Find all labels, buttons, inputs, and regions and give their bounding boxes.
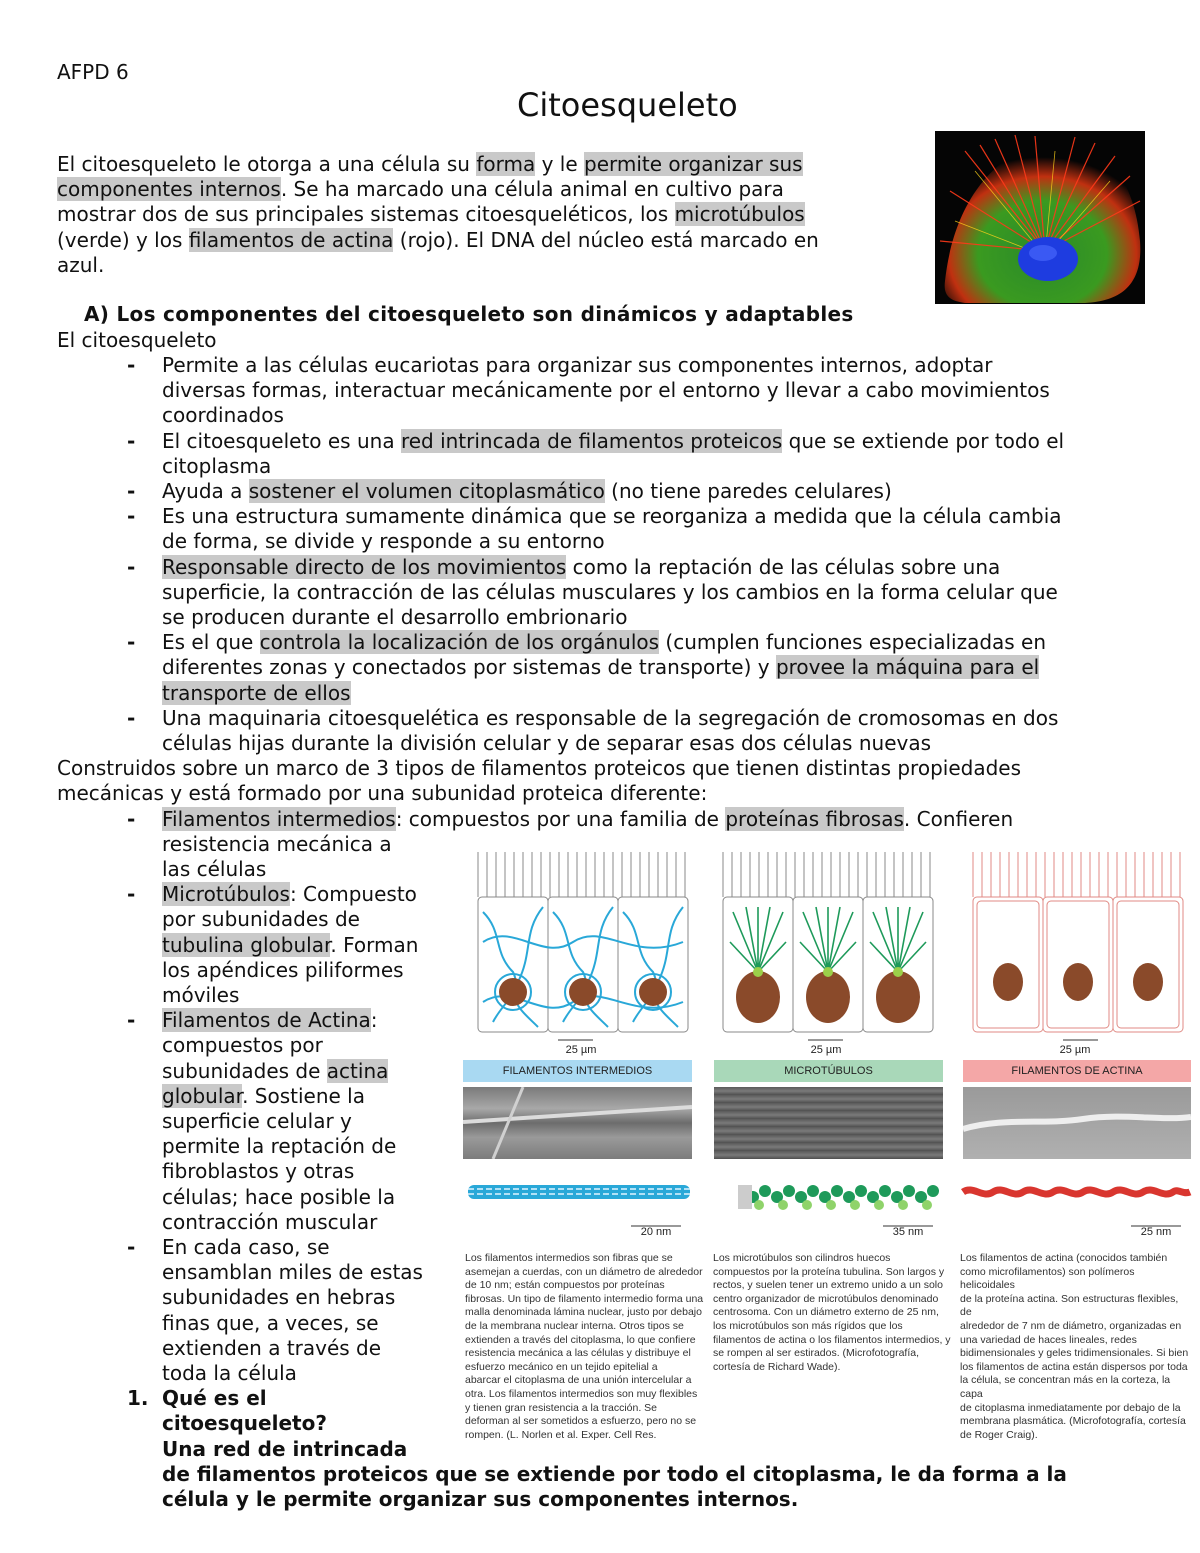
bullet-text: compuestos por	[162, 1033, 323, 1058]
list-item: - Es una estructura sumamente dinámica que se reorganiza a medida que la célula cambia de forma, se divide y responde a su entorno	[127, 504, 1062, 554]
bullet-text: fibroblastos y otras	[162, 1159, 355, 1184]
band-actin: FILAMENTOS DE ACTINA	[963, 1060, 1191, 1082]
highlight-actina: filamentos de actina	[188, 227, 394, 252]
intro-text: . Se ha marcado una célula animal en cultivo para	[280, 177, 784, 202]
list-item: - El citoesqueleto es una red intrincada de filamentos proteicos que se extiende por todo el citoplasma	[127, 428, 1065, 478]
intro-text: (verde) y los	[57, 227, 189, 252]
list-item: - En cada caso, se ensamblan miles de estas subunidades en hebras finas que, a veces, se extienden a través de toda la célula	[127, 1234, 423, 1385]
question-text: citoesqueleto?	[162, 1411, 327, 1436]
answer-text: de filamentos proteicos que se extiende por todo el citoplasma, le da forma a la	[162, 1461, 1067, 1486]
highlight-filamentos-intermedios: Filamentos intermedios	[162, 806, 396, 831]
document-code: AFPD 6	[57, 60, 129, 84]
bullet-text: por subunidades de	[162, 907, 360, 932]
list-item: - Una maquinaria citoesquelética es responsable de la segregación de cromosomas en dos células hijas durante la división celular y de separar esas dos células nuevas	[127, 705, 1059, 755]
intro-text: (rojo). El DNA del núcleo está marcado en	[393, 227, 819, 252]
nm-scale-bars	[463, 1220, 1193, 1236]
highlight-filamentos-actina: Filamentos de Actina	[162, 1008, 371, 1033]
bullet-text: . Sostiene la	[242, 1083, 365, 1108]
nm-label: 35 nm	[892, 1226, 924, 1238]
bullet-text: coordinados	[162, 403, 284, 428]
bullet-text: toda la célula	[162, 1360, 297, 1385]
bullet-text: que se extiende por todo el	[782, 428, 1065, 453]
highlight-actina-2: actina	[326, 1058, 389, 1083]
question-number: 1.	[127, 1386, 149, 1411]
highlight-red-intrincada: red intrincada de filamentos proteicos	[400, 428, 783, 453]
intro-text: y le	[535, 152, 584, 176]
caption-microtubule: Los microtúbulos son cilindros huecos compuestos por la proteína tubulina. Son largos y rectos, y suelen tener un extremo unido a un solo centro organizador de microtúbulos denominado centrosoma. Con un diámetro externo de 25 nm, los microtúbulos son más rígidos que los filamentos de actina o los filamentos intermedios, y se rompen al ser estirados. (Microfotografía, cortesía de Richard Wade).	[713, 1252, 951, 1373]
intro-paragraph	[57, 152, 887, 278]
bullet-text: (no tiene paredes celulares)	[604, 478, 892, 503]
list-item: - Filamentos intermedios: compuestos por una familia de proteínas fibrosas. Confieren resistencia mecánica a las células	[127, 806, 1014, 881]
answer-text: célula y le permite organizar sus componentes internos.	[162, 1486, 799, 1511]
bullet-text: los apéndices piliformes	[162, 957, 404, 982]
highlight-microtubulos-2: Microtúbulos	[162, 882, 290, 907]
bullet-text: resistencia mecánica a	[162, 831, 392, 856]
highlight-proteinas-fibrosas: proteínas fibrosas	[725, 806, 904, 831]
highlight-organulos: controla la localización de los orgánulos	[259, 630, 660, 655]
panel-microtubule-cells	[723, 852, 933, 1040]
highlight-movimientos: Responsable directo de los movimientos	[162, 554, 567, 579]
band-intermediate: FILAMENTOS INTERMEDIOS	[463, 1060, 692, 1082]
molecular-models	[463, 1177, 1193, 1217]
micrograph-intermediate	[463, 1087, 692, 1159]
paragraph-text: mecánicas y está formado por una subunidad proteica diferente:	[57, 781, 708, 806]
caption-intermediate: Los filamentos intermedios son fibras que se asemejan a cuerdas, con un diámetro de alrededor de 10 nm; están compuestos por proteínas fibrosas. Un tipo de filamento intermedio forma una malla denominada lámina nuclear, justo por debajo de la membrana nuclear interna. Otros tipos se extienden a través del citoplasma, lo que confiere resistencia mecánica a las células y distribuye el esfuerzo mecánico en un tejido epitelial a abarcar el citoplasma de una unión intercelular a otra. Los filamentos intermedios son muy flexibles y tienen gran resistencia a la tracción. Se deforman al ser sometidos a esfuerzo, pero no se rompen. (L. Norlen et al. Exper. Cell Res.	[465, 1252, 704, 1441]
bullet-text: las células	[162, 856, 267, 881]
band-microtubule: MICROTÚBULOS	[714, 1060, 943, 1082]
bullet-text: células; hace posible la	[162, 1184, 396, 1209]
intro-text: El citoesqueleto le otorga a una célula su	[57, 152, 477, 176]
bullet-text: ensamblan miles de estas	[162, 1260, 423, 1285]
panel-actin-cells	[973, 852, 1183, 1040]
bullet-text: Una maquinaria citoesquelética es responsable de la segregación de cromosomas en dos	[162, 705, 1059, 730]
intro-text: azul.	[57, 252, 105, 277]
bullet-text: El citoesqueleto es una	[162, 428, 401, 453]
highlight-forma: forma	[476, 152, 536, 176]
bullet-text: superficie, la contracción de las células musculares y los cambios en la forma celular que	[162, 579, 1058, 604]
highlight-componentes: componentes internos	[57, 177, 281, 202]
bullet-text: :	[370, 1008, 378, 1033]
bullet-text: células hijas durante la división celular y de separar esas dos células nuevas	[162, 730, 932, 755]
bullet-text: subunidades de	[162, 1058, 327, 1083]
built-paragraph	[0, 756, 1200, 806]
paragraph-text: Construidos sobre un marco de 3 tipos de filamentos proteicos que tienen distintas propiedades	[57, 756, 1021, 781]
scale-label: 25 µm	[1059, 1044, 1091, 1056]
answer-text: Una red de intrincada	[162, 1436, 408, 1461]
micrograph-microtubule	[714, 1087, 943, 1159]
scale-label: 25 µm	[810, 1044, 842, 1056]
list-item: - Ayuda a sostener el volumen citoplasmático (no tiene paredes celulares)	[127, 478, 892, 503]
bullet-text: Es una estructura sumamente dinámica que se reorganiza a medida que la célula cambia	[162, 504, 1062, 529]
bullet-text: diversas formas, interactuar mecánicamente por el entorno y llevar a cabo movimientos	[162, 378, 1050, 403]
bullet-text: . Confieren	[903, 806, 1014, 831]
fluorescent-cell-image	[935, 131, 1145, 304]
highlight-transporte: transporte de ellos	[162, 680, 351, 705]
list-item: - Microtúbulos: Compuesto por subunidades de tubulina globular. Forman los apéndices piliformes móviles	[127, 882, 419, 1007]
bullet-text: Es el que	[162, 630, 260, 655]
highlight-volumen: sostener el volumen citoplasmático	[248, 478, 605, 503]
bullet-text: (cumplen funciones especializadas en	[659, 630, 1047, 655]
list-item: - Responsable directo de los movimientos como la reptación de las células sobre una superficie, la contracción de las células musculares y los cambios en la forma celular que se producen durante el desarrollo embrionario	[127, 554, 1058, 629]
cytoskeleton-figure	[463, 852, 1193, 1444]
bullet-text: superficie celular y	[162, 1108, 352, 1133]
bullet-text: Ayuda a	[162, 478, 249, 503]
bullet-text: En cada caso, se	[162, 1234, 330, 1259]
bullet-text: . Forman	[330, 932, 419, 957]
bullet-text: : compuestos por una familia de	[395, 806, 726, 831]
question-text: Qué es el	[162, 1386, 267, 1411]
bullet-text: citoplasma	[162, 453, 272, 478]
bullet-text: diferentes zonas y conectados por sistemas de transporte) y	[162, 655, 776, 680]
highlight-microtubulos: microtúbulos	[674, 202, 805, 227]
list-item: - Filamentos de Actina: compuestos por subunidades de actina globular. Sostiene la superficie celular y permite la reptación de fibroblastos y otras células; hace posible la contracción muscular	[127, 1008, 397, 1234]
bullet-text: Permite a las células eucariotas para organizar sus componentes internos, adoptar	[162, 353, 993, 377]
highlight-tubulina: tubulina globular	[162, 932, 331, 957]
section-a-lead: El citoesqueleto	[57, 328, 217, 352]
bullet-text: como la reptación de las células sobre una	[566, 554, 1001, 579]
bullet-text: contracción muscular	[162, 1209, 378, 1234]
bullet-text: móviles	[162, 982, 240, 1007]
bullet-text: finas que, a veces, se	[162, 1310, 379, 1335]
nm-label: 20 nm	[640, 1226, 672, 1238]
bullet-text: subunidades en hebras	[162, 1285, 396, 1310]
bullet-text: extienden a través de	[162, 1335, 382, 1360]
list-item: - Es el que controla la localización de los orgánulos (cumplen funciones especializadas en diferentes zonas y conectados por sistemas de transporte) y provee la máquina para el transporte de ellos	[127, 630, 1047, 705]
cell-diagrams	[463, 852, 1193, 1052]
micrograph-actin	[963, 1087, 1191, 1159]
bullet-text: permite la reptación de	[162, 1134, 397, 1159]
highlight-globular: globular	[162, 1083, 243, 1108]
section-a-heading: A) Los componentes del citoesqueleto son dinámicos y adaptables	[84, 302, 854, 326]
list-item: - Permite a las células eucariotas para organizar sus componentes internos, adoptar diversas formas, interactuar mecánicamente por el entorno y llevar a cabo movimientos coordinados	[127, 353, 1050, 428]
scale-label: 25 µm	[565, 1044, 597, 1056]
bullet-text: se producen durante el desarrollo embrionario	[162, 604, 628, 629]
bullet-text: de forma, se divide y responde a su entorno	[162, 529, 605, 554]
intro-text: mostrar dos de sus principales sistemas citoesqueléticos, los	[57, 202, 675, 227]
nm-label: 25 nm	[1140, 1226, 1172, 1238]
caption-actin: Los filamentos de actina (conocidos también como microfilamentos) son polímeros helicoidales de la proteína actina. Son estructuras flexibles, de alrededor de 7 nm de diámetro, organizadas en una variedad de haces lineales, redes bidimensionales y geles tridimensionales. Si bien los filamentos de actina están dispersos por toda la célula, se concentran más en la corteza, la capa de citoplasma inmediatamente por debajo de la membrana plasmática. (Microfotografía, cortesía de Roger Craig).	[960, 1252, 1189, 1441]
bullet-text: : Compuesto	[289, 882, 417, 907]
panel-intermediate-cells	[478, 852, 688, 1040]
highlight-maquina: provee la máquina para el	[775, 655, 1040, 680]
page-title: Citoesqueleto	[517, 86, 738, 124]
highlight-organizar: permite organizar sus	[584, 152, 803, 176]
